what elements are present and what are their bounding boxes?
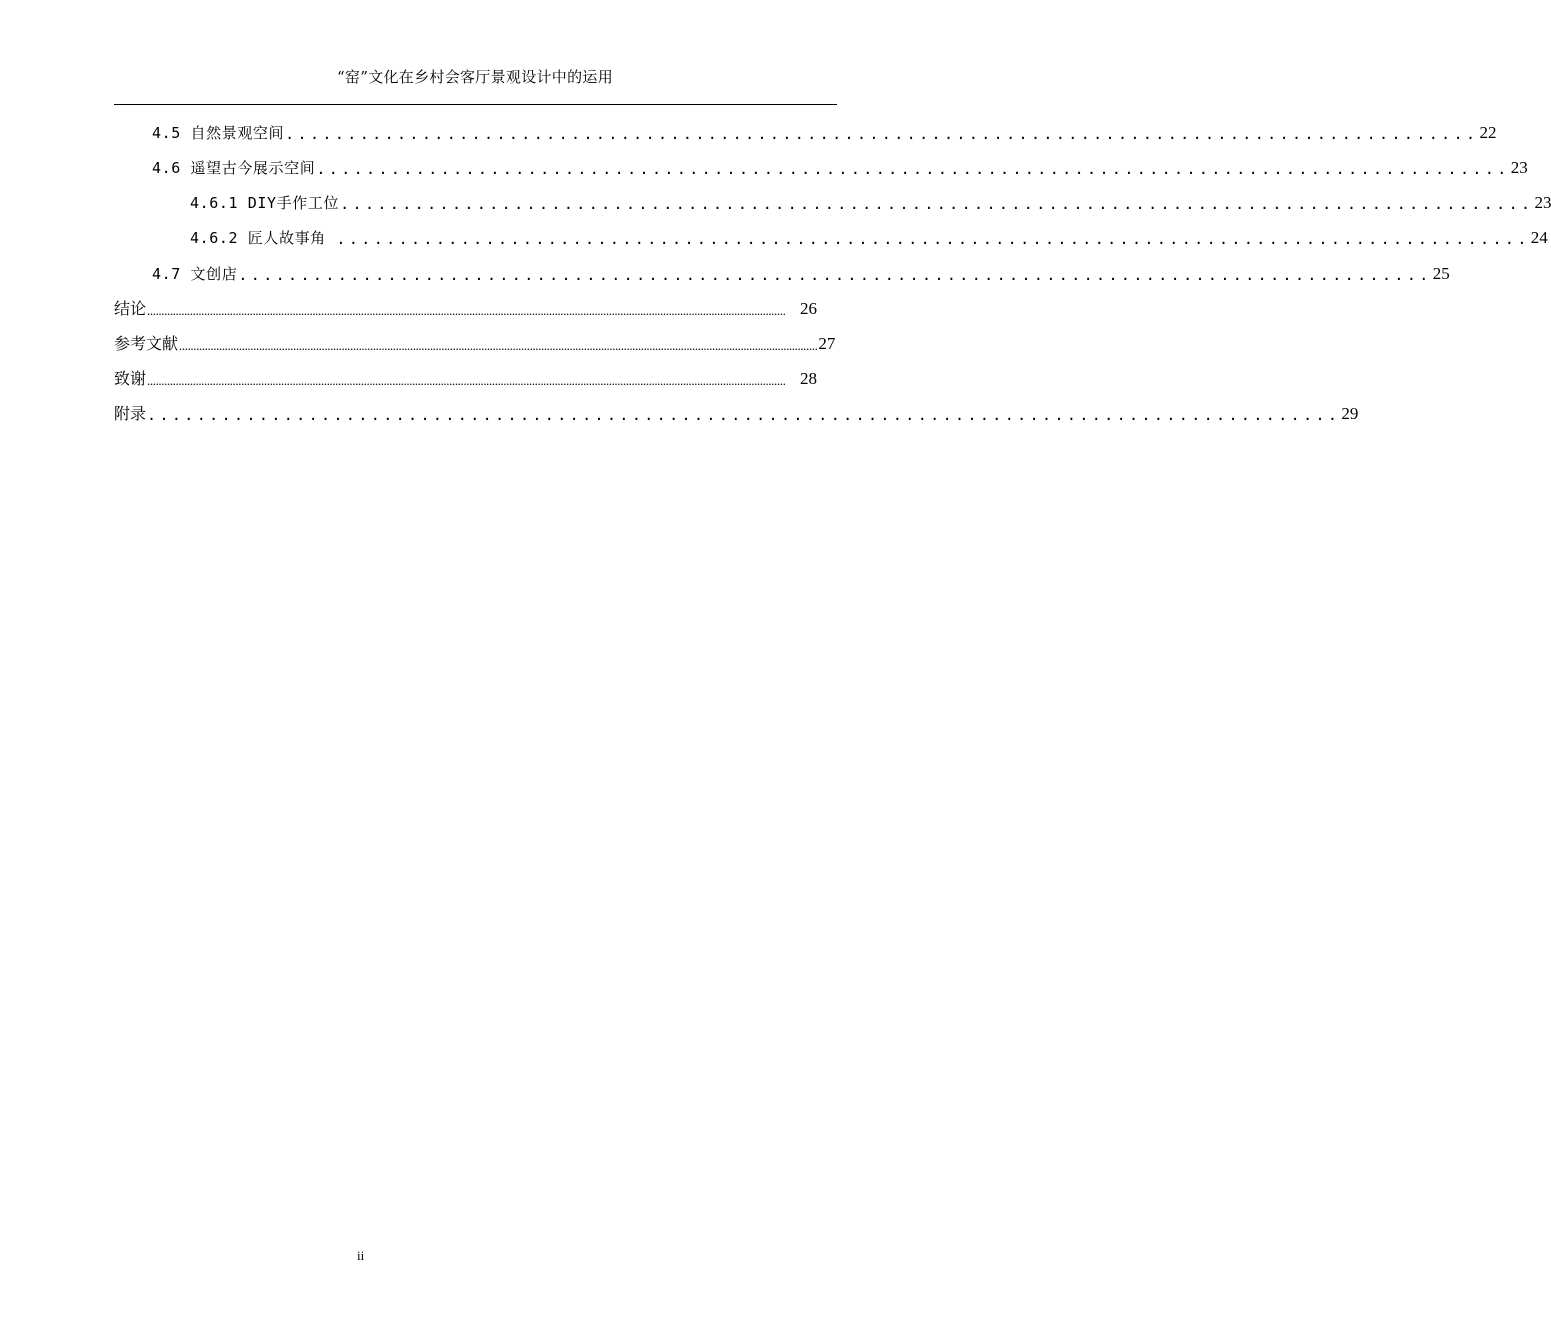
toc-dot-leader: ................................................................................................ (336, 230, 1530, 248)
toc-entry-4-6-2[interactable] (190, 224, 1548, 248)
toc-page-number: 24 (1530, 228, 1548, 247)
toc-dot-leader: ................................................................................................ (147, 406, 1341, 424)
toc-dot-leader: ................................................................................................ (340, 195, 1534, 213)
toc-page-number: 25 (1432, 264, 1450, 283)
toc-entry-4-6[interactable] (152, 154, 1528, 178)
toc-entry-4-6-1[interactable] (190, 189, 1551, 213)
toc-page-number: 22 (1479, 123, 1497, 142)
page-number-footer: ii (357, 1248, 365, 1263)
toc-entry-label: 4.7 文创店 (152, 265, 238, 283)
toc-entry-label: 4.5 自然景观空间 (152, 124, 285, 142)
toc-entry-label: 4.6.2 匠人故事角 (190, 229, 336, 247)
toc-entry-4-7[interactable] (152, 260, 1450, 284)
toc-page-number: 23 (1510, 158, 1528, 177)
toc-page-number: 26 (800, 299, 817, 318)
toc-entry-label: 参考文献 (114, 334, 179, 353)
toc-dot-leader: ................................................................................................................................................................................................................................ (179, 338, 818, 353)
toc-dot-leader: ................................................................................................................................................................................................................................ (147, 373, 786, 388)
toc-entry-4-5[interactable] (152, 119, 1497, 143)
toc-dot-leader: ................................................................................................ (238, 266, 1432, 284)
toc-page-number: 29 (1341, 404, 1359, 423)
toc-entry-label: 4.6 遥望古今展示空间 (152, 159, 316, 177)
toc-entry-appendix[interactable] (114, 400, 1359, 424)
toc-entry-acknowledgements[interactable] (114, 365, 817, 389)
toc-entry-label: 致谢 (114, 369, 147, 388)
toc-dot-leader: ................................................................................................ (316, 160, 1510, 178)
toc-page-number: 27 (818, 334, 836, 353)
toc-dot-leader: ................................................................................................................................................................................................................................ (147, 303, 786, 318)
toc-entry-label: 结论 (114, 299, 147, 318)
running-header-title: “窑”文化在乡村会客厅景观设计中的运用 (336, 68, 614, 86)
toc-entry-label: 附录 (114, 404, 147, 423)
toc-entry-references[interactable] (114, 330, 836, 354)
toc-entry-conclusion[interactable] (114, 295, 817, 319)
toc-page-number: 23 (1534, 193, 1551, 212)
toc-dot-leader: ................................................................................................ (285, 125, 1479, 143)
toc-entry-label: 4.6.1 DIY手作工位 (190, 194, 340, 212)
header-divider (114, 104, 837, 105)
toc-page-number: 28 (800, 369, 817, 388)
